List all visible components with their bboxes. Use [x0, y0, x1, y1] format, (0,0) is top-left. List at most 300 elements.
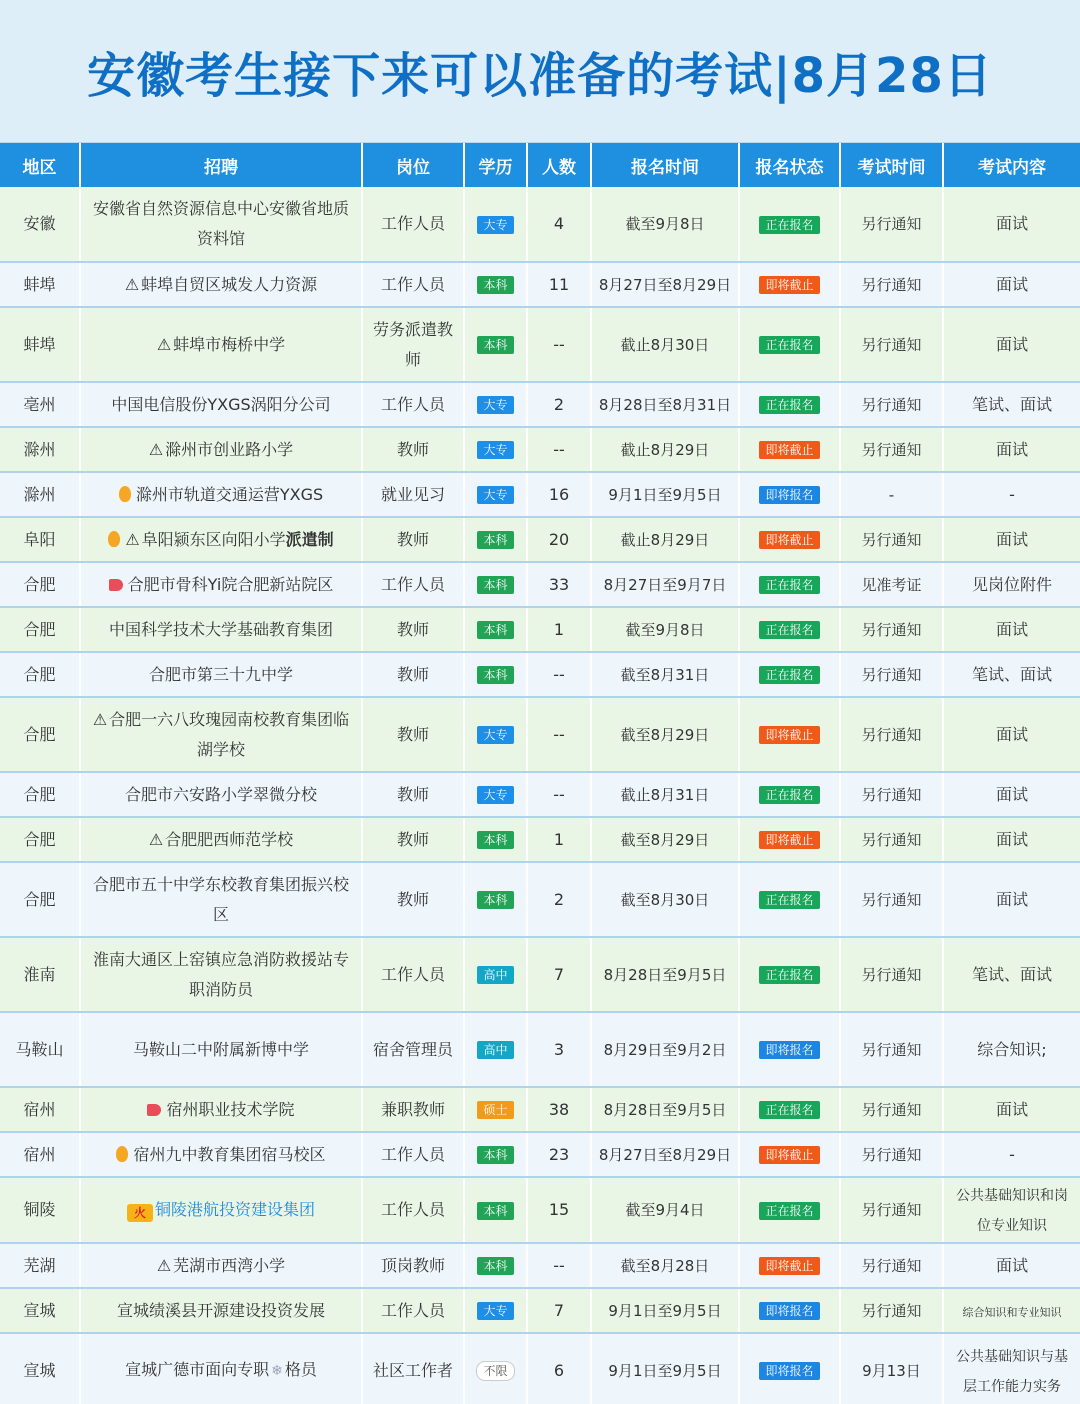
header-exam-time: 考试时间 — [840, 143, 943, 187]
exam-content: 笔试、面试 — [971, 394, 1052, 414]
post-cell: 工作人员 — [362, 382, 464, 427]
exam-time-cell: 另行通知 — [840, 1243, 943, 1288]
count-cell: 15 — [527, 1177, 591, 1243]
education-badge: 大专 — [477, 396, 513, 414]
recruit-name-tail: 格员 — [284, 1360, 317, 1379]
table-row — [0, 1012, 1080, 1087]
status-cell — [739, 937, 840, 1012]
warning-icon: ⚠ — [92, 709, 108, 729]
count-cell: 20 — [527, 517, 591, 562]
region-cell: 蚌埠 — [0, 307, 80, 382]
table-row — [0, 427, 1080, 472]
reg-time-cell: 截至8月30日 — [591, 862, 739, 937]
post-cell: 教师 — [362, 607, 464, 652]
exam-content: 面试 — [995, 619, 1028, 639]
status-cell — [739, 187, 840, 262]
education-cell — [464, 562, 527, 607]
exam-content-cell — [943, 1288, 1080, 1333]
region-cell: 芜湖 — [0, 1243, 80, 1288]
count-cell: 6 — [527, 1333, 591, 1404]
exam-content: 面试 — [995, 829, 1028, 849]
recruit-name: 阜阳颍东区向阳小学 — [141, 529, 286, 549]
count-cell: 16 — [527, 472, 591, 517]
post-cell: 兼职教师 — [362, 1087, 464, 1132]
recruit-cell — [80, 652, 362, 697]
exam-content-cell — [943, 607, 1080, 652]
recruit-name: 合肥市五十中学东校教育集团振兴校区 — [92, 874, 349, 924]
exam-content-cell — [943, 862, 1080, 937]
fire-icon: 火 — [127, 1204, 153, 1222]
post-cell: 顶岗教师 — [362, 1243, 464, 1288]
table-row — [0, 307, 1080, 382]
recruit-cell — [80, 187, 362, 262]
post-cell: 宿舍管理员 — [362, 1012, 464, 1087]
exam-content-cell — [943, 1132, 1080, 1177]
recruit-name: 马鞍山二中附属新博中学 — [132, 1039, 309, 1059]
recruit-cell — [80, 1243, 362, 1288]
reg-time-cell: 9月1日至9月5日 — [591, 1288, 739, 1333]
education-cell — [464, 1288, 527, 1333]
exam-time-cell: 另行通知 — [840, 697, 943, 772]
education-cell — [464, 607, 527, 652]
education-badge: 本科 — [477, 831, 513, 849]
recruit-name-bold: 派遣制 — [285, 529, 334, 549]
education-cell — [464, 517, 527, 562]
exam-content: 面试 — [995, 724, 1028, 744]
recruit-name: 中国科学技术大学基础教育集团 — [108, 619, 333, 639]
table-row — [0, 382, 1080, 427]
exam-content-cell — [943, 772, 1080, 817]
header-recruit: 招聘 — [80, 143, 362, 187]
exam-content-cell — [943, 937, 1080, 1012]
education-badge: 本科 — [477, 621, 513, 639]
status-badge: 即将截止 — [759, 1257, 819, 1275]
exam-content: - — [1009, 484, 1015, 504]
exam-time-cell: 另行通知 — [840, 262, 943, 307]
education-badge: 不限 — [476, 1361, 514, 1381]
table-row — [0, 517, 1080, 562]
reg-time-cell: 截止8月29日 — [591, 427, 739, 472]
recruit-cell — [80, 1012, 362, 1087]
status-cell — [739, 1012, 840, 1087]
status-badge: 即将报名 — [759, 486, 819, 504]
region-cell: 淮南 — [0, 937, 80, 1012]
education-badge: 本科 — [477, 336, 513, 354]
status-cell — [739, 1132, 840, 1177]
status-badge: 正在报名 — [759, 966, 819, 984]
count-cell: 38 — [527, 1087, 591, 1132]
education-cell — [464, 382, 527, 427]
recruit-name: 滁州市轨道交通运营YXGS — [135, 484, 324, 504]
region-cell: 合肥 — [0, 652, 80, 697]
exam-time-cell: 见准考证 — [840, 562, 943, 607]
status-cell — [739, 817, 840, 862]
status-cell — [739, 517, 840, 562]
status-badge: 即将截止 — [759, 1146, 819, 1164]
post-cell: 教师 — [362, 697, 464, 772]
flame-icon — [108, 531, 120, 547]
warning-icon: ⚠ — [156, 334, 172, 354]
education-badge: 本科 — [477, 666, 513, 684]
recruit-cell — [80, 772, 362, 817]
count-cell: 3 — [527, 1012, 591, 1087]
status-cell — [739, 307, 840, 382]
status-cell — [739, 1333, 840, 1404]
count-cell: 2 — [527, 382, 591, 427]
warning-icon: ⚠ — [148, 439, 164, 459]
status-badge: 正在报名 — [759, 576, 819, 594]
recruit-name: 蚌埠自贸区城发人力资源 — [141, 274, 318, 294]
exam-time-cell: 另行通知 — [840, 382, 943, 427]
table-row — [0, 937, 1080, 1012]
reg-time-cell: 8月28日至8月31日 — [591, 382, 739, 427]
education-cell — [464, 187, 527, 262]
exam-content: 面试 — [995, 1255, 1028, 1275]
exam-content: 面试 — [995, 784, 1028, 804]
status-cell — [739, 472, 840, 517]
status-cell — [739, 697, 840, 772]
reg-time-cell: 截至8月29日 — [591, 697, 739, 772]
status-badge: 即将截止 — [759, 441, 819, 459]
education-cell — [464, 772, 527, 817]
table-row — [0, 472, 1080, 517]
status-badge: 正在报名 — [759, 786, 819, 804]
post-cell: 教师 — [362, 772, 464, 817]
count-cell: 7 — [527, 937, 591, 1012]
post-cell: 工作人员 — [362, 562, 464, 607]
status-badge: 即将截止 — [759, 831, 819, 849]
exam-time-cell: 另行通知 — [840, 1087, 943, 1132]
education-badge: 大专 — [477, 441, 513, 459]
table-row — [0, 1087, 1080, 1132]
education-badge: 大专 — [477, 1302, 513, 1320]
recruit-cell — [80, 472, 362, 517]
education-cell — [464, 427, 527, 472]
exam-time-cell: 另行通知 — [840, 607, 943, 652]
exam-content-cell — [943, 1087, 1080, 1132]
recruit-name: 宣城绩溪县开源建设投资发展 — [116, 1300, 325, 1320]
status-badge: 即将截止 — [759, 726, 819, 744]
post-cell: 工作人员 — [362, 262, 464, 307]
reg-time-cell: 8月27日至9月7日 — [591, 562, 739, 607]
exam-content: 公共基础知识和岗位专业知识 — [956, 1188, 1068, 1234]
exam-content-cell — [943, 1012, 1080, 1087]
count-cell: -- — [527, 1243, 591, 1288]
status-badge: 正在报名 — [759, 336, 819, 354]
exam-content-cell — [943, 697, 1080, 772]
region-cell: 亳州 — [0, 382, 80, 427]
status-cell — [739, 862, 840, 937]
reg-time-cell: 9月1日至9月5日 — [591, 472, 739, 517]
education-badge: 本科 — [477, 1146, 513, 1164]
region-cell: 合肥 — [0, 697, 80, 772]
reg-time-cell: 截止8月31日 — [591, 772, 739, 817]
exam-content: 见岗位附件 — [971, 574, 1052, 594]
recruit-cell — [80, 1333, 362, 1404]
exam-content: 面试 — [995, 334, 1028, 354]
region-cell: 蚌埠 — [0, 262, 80, 307]
region-cell: 合肥 — [0, 817, 80, 862]
recruit-cell — [80, 517, 362, 562]
recruit-name: 合肥一六八玫瑰园南校教育集团临湖学校 — [109, 709, 350, 759]
exam-time-cell: 另行通知 — [840, 937, 943, 1012]
exam-content-cell — [943, 262, 1080, 307]
exam-content-cell — [943, 652, 1080, 697]
education-badge: 本科 — [477, 891, 513, 909]
status-cell — [739, 1243, 840, 1288]
status-badge: 正在报名 — [759, 621, 819, 639]
reg-time-cell: 截至8月31日 — [591, 652, 739, 697]
exam-time-cell: - — [840, 472, 943, 517]
education-badge: 大专 — [477, 786, 513, 804]
title-band — [0, 0, 1080, 143]
recruit-name: 铜陵港航投资建设集团 — [154, 1200, 315, 1219]
exam-time-cell: 另行通知 — [840, 772, 943, 817]
exam-time-cell: 另行通知 — [840, 817, 943, 862]
recruit-cell — [80, 1087, 362, 1132]
recruit-cell — [80, 562, 362, 607]
education-badge: 本科 — [477, 1202, 513, 1220]
status-cell — [739, 427, 840, 472]
region-cell: 滁州 — [0, 472, 80, 517]
exam-time-cell: 另行通知 — [840, 427, 943, 472]
post-cell: 教师 — [362, 427, 464, 472]
recruit-cell[interactable] — [80, 1177, 362, 1243]
status-badge: 即将报名 — [759, 1362, 819, 1380]
exam-content-cell — [943, 1177, 1080, 1243]
education-cell — [464, 1132, 527, 1177]
education-cell — [464, 937, 527, 1012]
recruit-cell — [80, 817, 362, 862]
exam-content: 笔试、面试 — [971, 964, 1052, 984]
post-cell: 工作人员 — [362, 1177, 464, 1243]
education-badge: 大专 — [477, 486, 513, 504]
recruit-cell — [80, 697, 362, 772]
recruit-cell — [80, 262, 362, 307]
exam-content: 综合知识和专业知识 — [962, 1305, 1062, 1319]
exam-table — [0, 143, 1080, 1404]
table-row — [0, 187, 1080, 262]
recruit-cell — [80, 1288, 362, 1333]
recruit-name: 淮南大通区上窑镇应急消防救援站专职消防员 — [92, 949, 349, 999]
recruit-name: 滁州市创业路小学 — [165, 439, 294, 459]
exam-content: 公共基础知识与基层工作能力实务 — [956, 1348, 1068, 1395]
recruit-cell — [80, 1132, 362, 1177]
education-cell — [464, 697, 527, 772]
exam-content-cell — [943, 472, 1080, 517]
exam-time-cell: 另行通知 — [840, 862, 943, 937]
recruit-name: 宣城广德市面向专职 — [125, 1360, 270, 1379]
recruit-name: 蚌埠市梅桥中学 — [173, 334, 286, 354]
status-badge: 即将截止 — [759, 276, 819, 294]
exam-content: - — [1009, 1144, 1015, 1164]
count-cell: -- — [527, 697, 591, 772]
status-badge: 正在报名 — [759, 396, 819, 414]
exam-content: 面试 — [995, 274, 1028, 294]
reg-time-cell: 8月28日至9月5日 — [591, 1087, 739, 1132]
reg-time-cell: 8月27日至8月29日 — [591, 1132, 739, 1177]
table-row — [0, 772, 1080, 817]
post-cell: 教师 — [362, 517, 464, 562]
exam-time-cell: 9月13日 — [840, 1333, 943, 1404]
recruit-name: 中国电信股份YXGS涡阳分公司 — [111, 394, 331, 414]
status-badge: 即将报名 — [759, 1041, 819, 1059]
exam-time-cell: 另行通知 — [840, 307, 943, 382]
reg-time-cell: 8月29日至9月2日 — [591, 1012, 739, 1087]
post-cell: 就业见习 — [362, 472, 464, 517]
education-cell — [464, 1087, 527, 1132]
status-cell — [739, 1177, 840, 1243]
status-badge: 正在报名 — [759, 216, 819, 234]
region-cell: 宣城 — [0, 1288, 80, 1333]
exam-content: 笔试、面试 — [971, 664, 1052, 684]
recruit-name: 合肥肥西师范学校 — [165, 829, 294, 849]
table-row — [0, 1132, 1080, 1177]
header-count: 人数 — [527, 143, 591, 187]
exam-content-cell — [943, 562, 1080, 607]
region-cell: 合肥 — [0, 607, 80, 652]
reg-time-cell: 9月1日至9月5日 — [591, 1333, 739, 1404]
education-badge: 高中 — [477, 1041, 513, 1059]
reg-time-cell: 截至8月28日 — [591, 1243, 739, 1288]
count-cell: -- — [527, 427, 591, 472]
recruit-cell — [80, 862, 362, 937]
region-cell: 安徽 — [0, 187, 80, 262]
status-cell — [739, 1288, 840, 1333]
status-cell — [739, 652, 840, 697]
education-cell — [464, 652, 527, 697]
exam-time-cell: 另行通知 — [840, 1132, 943, 1177]
exam-content-cell — [943, 1243, 1080, 1288]
exam-content: 面试 — [995, 529, 1028, 549]
reg-time-cell: 截至8月29日 — [591, 817, 739, 862]
region-cell: 宿州 — [0, 1132, 80, 1177]
status-cell — [739, 607, 840, 652]
header-row — [0, 143, 1080, 187]
status-cell — [739, 382, 840, 427]
exam-time-cell: 另行通知 — [840, 187, 943, 262]
table-row — [0, 1177, 1080, 1243]
status-badge: 即将截止 — [759, 531, 819, 549]
post-cell: 工作人员 — [362, 187, 464, 262]
exam-content: 面试 — [995, 889, 1028, 909]
reg-time-cell: 截至9月8日 — [591, 187, 739, 262]
exam-content: 面试 — [995, 214, 1028, 233]
table-row — [0, 817, 1080, 862]
table-row — [0, 862, 1080, 937]
count-cell: -- — [527, 307, 591, 382]
table-row — [0, 652, 1080, 697]
table-row — [0, 562, 1080, 607]
education-badge: 本科 — [477, 1257, 513, 1275]
education-cell — [464, 307, 527, 382]
reg-time-cell: 8月28日至9月5日 — [591, 937, 739, 1012]
exam-time-cell: 另行通知 — [840, 1012, 943, 1087]
megaphone-icon — [147, 1104, 161, 1116]
education-badge: 本科 — [477, 276, 513, 294]
exam-content-cell — [943, 307, 1080, 382]
region-cell: 合肥 — [0, 772, 80, 817]
post-cell: 劳务派遣教师 — [362, 307, 464, 382]
education-badge: 本科 — [477, 576, 513, 594]
recruit-cell — [80, 307, 362, 382]
status-badge: 正在报名 — [759, 1202, 819, 1220]
post-cell: 工作人员 — [362, 1132, 464, 1177]
education-badge: 高中 — [477, 966, 513, 984]
recruit-cell — [80, 427, 362, 472]
exam-content-cell — [943, 382, 1080, 427]
recruit-name: 宿州职业技术学院 — [166, 1099, 295, 1119]
count-cell: 11 — [527, 262, 591, 307]
recruit-cell — [80, 382, 362, 427]
warning-icon: ⚠ — [125, 529, 140, 549]
recruit-name: 合肥市骨科Yi院合肥新站院区 — [127, 574, 334, 594]
count-cell: 7 — [527, 1288, 591, 1333]
post-cell: 教师 — [362, 652, 464, 697]
region-cell: 阜阳 — [0, 517, 80, 562]
status-badge: 正在报名 — [759, 666, 819, 684]
education-cell — [464, 1177, 527, 1243]
post-cell: 教师 — [362, 817, 464, 862]
recruit-name: 芜湖市西湾小学 — [173, 1255, 286, 1275]
exam-content: 面试 — [995, 1099, 1028, 1119]
reg-time-cell: 截止8月30日 — [591, 307, 739, 382]
exam-content-cell — [943, 187, 1080, 262]
education-cell — [464, 817, 527, 862]
header-post: 岗位 — [362, 143, 464, 187]
count-cell: 2 — [527, 862, 591, 937]
megaphone-icon — [109, 579, 123, 591]
header-exam-content: 考试内容 — [943, 143, 1080, 187]
exam-content-cell — [943, 817, 1080, 862]
post-cell: 教师 — [362, 862, 464, 937]
education-cell — [464, 1012, 527, 1087]
header-reg-status: 报名状态 — [739, 143, 840, 187]
exam-time-cell: 另行通知 — [840, 652, 943, 697]
count-cell: 1 — [527, 607, 591, 652]
exam-time-cell: 另行通知 — [840, 517, 943, 562]
recruit-name: 安徽省自然资源信息中心安徽省地质资料馆 — [92, 199, 349, 248]
education-cell — [464, 262, 527, 307]
exam-time-cell: 另行通知 — [840, 1288, 943, 1333]
region-cell: 马鞍山 — [0, 1012, 80, 1087]
header-education: 学历 — [464, 143, 527, 187]
recruit-cell — [80, 937, 362, 1012]
reg-time-cell: 8月27日至8月29日 — [591, 262, 739, 307]
table-body — [0, 187, 1080, 1404]
page-title: 安徽考生接下来可以准备的考试|8月28日 — [87, 47, 993, 104]
count-cell: 4 — [527, 187, 591, 262]
recruit-name: 宿州九中教育集团宿马校区 — [133, 1144, 326, 1164]
status-badge: 即将报名 — [759, 1302, 819, 1320]
education-badge: 本科 — [477, 531, 513, 549]
recruit-name: 合肥市六安路小学翠微分校 — [124, 784, 317, 804]
count-cell: 33 — [527, 562, 591, 607]
exam-content-cell — [943, 427, 1080, 472]
reg-time-cell: 截至9月8日 — [591, 607, 739, 652]
region-cell: 滁州 — [0, 427, 80, 472]
education-cell — [464, 472, 527, 517]
post-cell: 工作人员 — [362, 1288, 464, 1333]
warning-icon: ⚠ — [124, 274, 140, 294]
flame-icon — [116, 1146, 128, 1162]
exam-content-cell — [943, 1333, 1080, 1404]
education-badge: 大专 — [477, 216, 513, 234]
region-cell: 合肥 — [0, 862, 80, 937]
warning-icon: ⚠ — [156, 1255, 172, 1275]
recruit-name: 合肥市第三十九中学 — [148, 664, 293, 684]
exam-content-cell — [943, 517, 1080, 562]
